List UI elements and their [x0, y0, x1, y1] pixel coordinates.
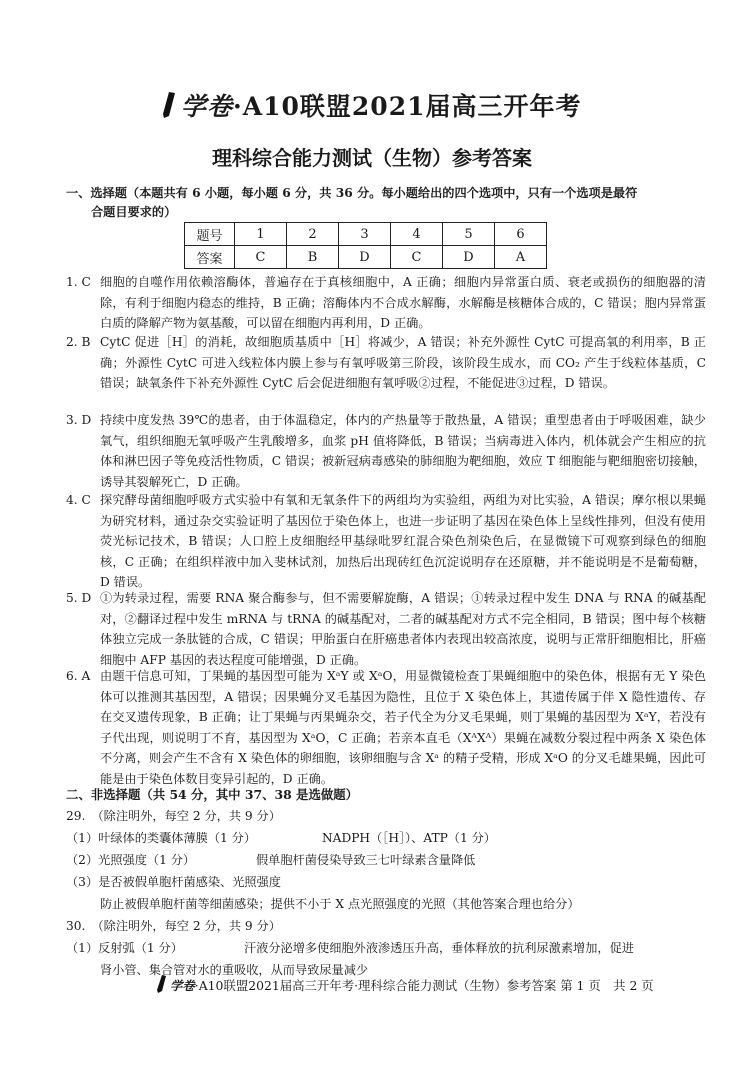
q30-answer-1b: 汗液分泌增多使细胞外液渗透压升高，垂体释放的抗利尿激素增加，促进 — [244, 941, 634, 955]
explanation-number: 3. D — [66, 413, 92, 427]
explanation-number: 1. C — [66, 275, 91, 289]
q30-answer-1c: 肾小管、集合管对水的重吸收，从而导致尿量减少 — [100, 963, 369, 977]
brand-name: 学卷 — [181, 92, 234, 121]
explanation-q5 — [66, 588, 706, 670]
question-number-cell: 3 — [339, 223, 391, 246]
explanation-text: 由题干信息可知，丁果蝇的基因型可能为 XᵃY 或 XᵃO，用显微镜检查丁果蝇细胞中的染色体，根据有无 Y 染色体可以推测其基因型，A 错误；因果蝇分叉毛基因为隐性，且位于 X 染色体上，其遗传属于伴 X 隐性遗传、存在交叉遗传现象，B 正确；让丁果蝇与丙果蝇杂交，若子代全为分叉毛果蝇，则丁果蝇的基因型为 XᵃY，若没有子代出现，则说明丁不育，基因型为 XᵃO，C 正确；若亲本直毛（XᴬXᴬ）果蝇在减数分裂过程中两条 X 染色体不分离，则会产生不含有 X 染色体的卵细胞，该卵细胞与含 Xᵃ 的精子受精，形成 XᵃO 的分叉毛雄果蝇，因此可能是由于染色体数目变异引起的，D 正确。 — [100, 669, 706, 786]
section1-heading-line2: 合题目要求的） — [91, 205, 177, 219]
answer-cell: B — [287, 246, 339, 269]
exam-title — [181, 87, 661, 123]
q29-answer-3b: 防止被假单胞杆菌等细菌感染；提供不小于 X 点光照强度的光照（其他答案合理也给分） — [100, 897, 580, 911]
q29-heading: 29. （除注明外，每空 2 分，共 9 分） — [66, 809, 281, 823]
exam-title-text: ·A10联盟2021届高三开年考 — [233, 92, 582, 121]
row-label-answer: 答案 — [185, 246, 235, 269]
explanation-text: CytC 促进［H］的消耗，故细胞质基质中［H］将减少，A 错误；补充外源性 CytC 可提高氧的利用率，B 正确；外源性 CytC 可进入线粒体内膜上参与有氧呼吸第三阶段，该阶段生成水，而 CO₂ 产生于线粒体基质，C 错误；缺氧条件下补充外源性 CytC 后会促进细胞有氧呼吸②过程，不能促进③过程，D 错误。 — [100, 335, 706, 391]
document-subtitle: 理科综合能力测试（生物）参考答案 — [212, 146, 532, 170]
q29-answer-1b: NADPH（［H］）、ATP（1 分） — [322, 831, 496, 845]
explanation-q1 — [66, 272, 706, 334]
row-label-number: 题号 — [185, 223, 235, 246]
page-footer — [170, 976, 690, 994]
answer-cell: A — [495, 246, 547, 269]
explanation-number: 4. C — [66, 493, 91, 507]
q29-answer-2b: 假单胞杆菌侵染导致三七叶绿素含量降低 — [256, 853, 476, 867]
explanation-text: ①为转录过程，需要 RNA 聚合酶参与，但不需要解旋酶，A 错误；①转录过程中发生 DNA 与 RNA 的碱基配对，②翻译过程中发生 mRNA 与 tRNA 的碱基配对，二者的碱基配对方式不完全相同，B 错误；图中每个核糖体独立完成一条肽链的合成，C 错误；甲胎蛋白在肝癌患者体内表现出较高浓度，说明与正常肝细胞相比，肝癌细胞中 AFP 基因的表达程度可能增强，D 正确。 — [100, 591, 706, 667]
q29-answer-2a: （2）光照强度（1 分） — [66, 853, 196, 867]
explanation-text: 持续中度发热 39℃的患者，由于体温稳定，体内的产热量等于散热量，A 错误；重型患者由于呼吸困难，缺少氧气，组织细胞无氧呼吸产生乳酸增多，血浆 pH 值将降低，B 错误；当病毒进入体内，机体就会产生相应的抗体和淋巴因子等免疫活性物质，C 错误；被新冠病毒感染的肺细胞为靶细胞，效应 T 细胞能与靶细胞密切接触，诱导其裂解死亡，D 正确。 — [100, 413, 706, 489]
question-number-cell: 1 — [235, 223, 287, 246]
explanation-q4 — [66, 490, 706, 593]
section2-heading: 二、非选择题（共 54 分，其中 37、38 是选做题） — [66, 787, 359, 802]
q29-answer-3a: （3）是否被假单胞杆菌感染、光照强度 — [66, 875, 281, 889]
explanation-q2 — [66, 332, 706, 394]
answer-table — [184, 222, 547, 269]
answer-cell: D — [339, 246, 391, 269]
q29-answer-1a: （1）叶绿体的类囊体薄膜（1 分） — [66, 831, 257, 845]
answer-table-row-answers — [185, 246, 547, 269]
explanation-number: 2. B — [66, 335, 91, 349]
question-number-cell: 6 — [495, 223, 547, 246]
brush-logo-icon — [160, 92, 176, 118]
answer-table-row-numbers — [185, 223, 547, 246]
explanation-number: 6. A — [66, 669, 91, 683]
question-number-cell: 5 — [443, 223, 495, 246]
footer-brand: 学卷 — [170, 978, 195, 993]
q30-answer-1a: （1）反射弧（1 分） — [66, 941, 183, 955]
answer-cell: D — [443, 246, 495, 269]
footer-text: ·A10联盟2021届高三开年考·理科综合能力测试（生物）参考答案 第 1 页 共 2 页 — [194, 978, 654, 993]
q30-heading: 30. （除注明外，每空 2 分，共 9 分） — [66, 919, 281, 933]
question-number-cell: 4 — [391, 223, 443, 246]
brush-logo-icon — [155, 975, 167, 993]
section1-heading-line1: 一、选择题（本题共有 6 小题，每小题 6 分，共 36 分。每小题给出的四个选项中，只有一个选项是最符 — [66, 186, 638, 200]
answer-cell: C — [391, 246, 443, 269]
explanation-number: 5. D — [66, 591, 92, 605]
section1-heading — [66, 184, 706, 222]
explanation-text: 细胞的自噬作用依赖溶酶体，普遍存在于真核细胞中，A 正确；细胞内异常蛋白质、衰老或损伤的细胞器的清除，有利于细胞内稳态的维持，B 正确；溶酶体内不合成水解酶，水解酶是核糖体合成的，C 错误；胞内异常蛋白质的降解产物为氨基酸，可以留在细胞内再利用，D 正确。 — [100, 275, 706, 331]
explanation-q6 — [66, 666, 706, 790]
explanation-q3 — [66, 410, 706, 492]
question-number-cell: 2 — [287, 223, 339, 246]
answer-cell: C — [235, 246, 287, 269]
explanation-text: 探究酵母菌细胞呼吸方式实验中有氧和无氧条件下的两组均为实验组，两组为对比实验，A 错误；摩尔根以果蝇为研究材料，通过杂交实验证明了基因位于染色体上，也进一步证明了基因在染色体上呈线性排列，但没有使用荧光标记技术，B 错误；人口腔上皮细胞经甲基绿吡罗红混合染色剂染色后，在显微镜下可观察到绿色的细胞核，C 正确；在组织样液中加入斐林试剂，加热后出现砖红色沉淀说明存在还原糖，并不能说明是不是葡萄糖，D 错误。 — [100, 493, 706, 590]
